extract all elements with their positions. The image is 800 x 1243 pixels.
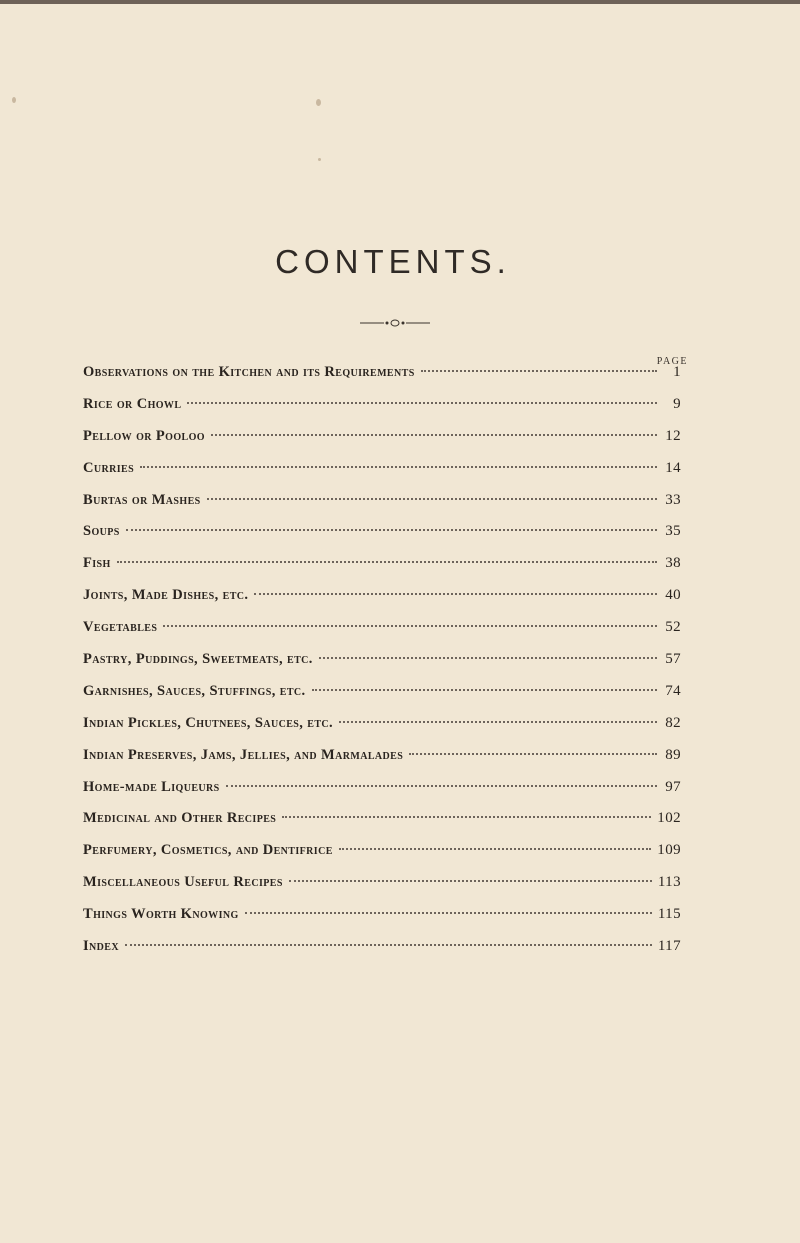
dot-leader bbox=[245, 912, 652, 914]
toc-entry-page: 89 bbox=[665, 746, 681, 763]
toc-entry-page: 115 bbox=[657, 906, 681, 923]
toc-entry-title: Pastry, Puddings, Sweetmeats, etc. bbox=[83, 651, 313, 668]
toc-entry-page: 52 bbox=[665, 619, 681, 636]
toc-entry-title: Observations on the Kitchen and its Requirements bbox=[83, 364, 415, 380]
dot-leader bbox=[211, 434, 657, 436]
toc-entry-page: 113 bbox=[657, 874, 681, 891]
table-of-contents bbox=[83, 364, 681, 970]
dot-leader bbox=[409, 753, 657, 755]
toc-entry bbox=[83, 810, 681, 842]
toc-entry-title: Curries bbox=[83, 459, 135, 476]
toc-entry bbox=[83, 619, 681, 651]
toc-entry-page: 74 bbox=[665, 682, 681, 699]
toc-entry-page: 14 bbox=[665, 459, 681, 476]
dot-leader bbox=[282, 816, 651, 818]
toc-entry-title: Indian Pickles, Chutnees, Sauces, etc. bbox=[83, 714, 334, 731]
toc-entry-title: Rice or Chowl bbox=[83, 395, 182, 412]
toc-entry-title: Miscellaneous Useful Recipes bbox=[83, 874, 283, 891]
dot-leader bbox=[254, 593, 657, 595]
dot-leader bbox=[126, 529, 657, 531]
ink-spot bbox=[316, 99, 321, 106]
toc-entry-title: Medicinal and Other Recipes bbox=[83, 810, 277, 827]
toc-entry bbox=[83, 492, 681, 524]
toc-entry-page: 109 bbox=[657, 842, 681, 859]
toc-entry bbox=[83, 460, 681, 492]
toc-entry-title: Soups bbox=[83, 523, 120, 540]
toc-entry bbox=[83, 364, 681, 396]
toc-entry-page: 117 bbox=[657, 938, 681, 955]
dot-leader bbox=[312, 689, 657, 691]
toc-entry-title: Fish bbox=[83, 555, 111, 572]
dot-leader bbox=[117, 561, 657, 563]
toc-entry-page: 9 bbox=[673, 395, 681, 412]
toc-entry bbox=[83, 938, 681, 970]
toc-entry bbox=[83, 396, 681, 428]
dot-leader bbox=[187, 402, 657, 404]
dot-leader bbox=[140, 466, 657, 468]
toc-entry bbox=[83, 906, 681, 938]
dot-leader bbox=[339, 721, 657, 723]
dot-leader bbox=[226, 785, 657, 787]
toc-entry bbox=[83, 842, 681, 874]
toc-entry-page: 82 bbox=[665, 714, 681, 731]
toc-entry-page: 57 bbox=[665, 651, 681, 668]
toc-entry-page: 40 bbox=[665, 587, 681, 604]
toc-entry-page: 33 bbox=[665, 491, 681, 508]
dot-leader bbox=[163, 625, 657, 627]
dot-leader bbox=[207, 498, 657, 500]
toc-entry-page: 1 bbox=[673, 364, 681, 380]
toc-entry-title: Garnishes, Sauces, Stuffings, etc. bbox=[83, 682, 306, 699]
dot-leader bbox=[421, 370, 657, 372]
toc-entry-page: 35 bbox=[665, 523, 681, 540]
toc-entry-title: Vegetables bbox=[83, 619, 158, 636]
toc-entry-title: Indian Preserves, Jams, Jellies, and Marmalades bbox=[83, 746, 404, 763]
toc-entry bbox=[83, 715, 681, 747]
ink-spot bbox=[12, 97, 16, 103]
toc-entry bbox=[83, 428, 681, 460]
toc-entry-title: Index bbox=[83, 938, 119, 955]
dot-leader bbox=[289, 880, 652, 882]
dot-leader bbox=[319, 657, 657, 659]
toc-entry bbox=[83, 747, 681, 779]
page-column-heading: PAGE bbox=[656, 356, 688, 367]
toc-entry bbox=[83, 683, 681, 715]
toc-entry-title: Perfumery, Cosmetics, and Dentifrice bbox=[83, 842, 333, 859]
toc-entry-page: 12 bbox=[665, 427, 681, 444]
dot-leader bbox=[339, 848, 652, 850]
toc-entry bbox=[83, 555, 681, 587]
toc-entry-title: Burtas or Mashes bbox=[83, 491, 201, 508]
toc-entry bbox=[83, 779, 681, 811]
toc-entry-title: Joints, Made Dishes, etc. bbox=[83, 587, 249, 604]
page-top-edge bbox=[0, 0, 800, 4]
toc-entry-page: 38 bbox=[665, 555, 681, 572]
toc-entry-page: 97 bbox=[665, 778, 681, 795]
ink-spot bbox=[318, 158, 321, 161]
toc-entry bbox=[83, 523, 681, 555]
toc-entry bbox=[83, 874, 681, 906]
toc-entry-title: Pellow or Pooloo bbox=[83, 427, 205, 444]
dot-leader bbox=[125, 944, 652, 946]
toc-entry bbox=[83, 587, 681, 619]
page-title: CONTENTS. bbox=[275, 243, 511, 280]
divider-ornament bbox=[360, 318, 430, 328]
toc-entry bbox=[83, 651, 681, 683]
toc-entry-page: 102 bbox=[657, 810, 681, 827]
toc-entry-title: Home-made Liqueurs bbox=[83, 778, 220, 795]
toc-entry-title: Things Worth Knowing bbox=[83, 906, 239, 923]
